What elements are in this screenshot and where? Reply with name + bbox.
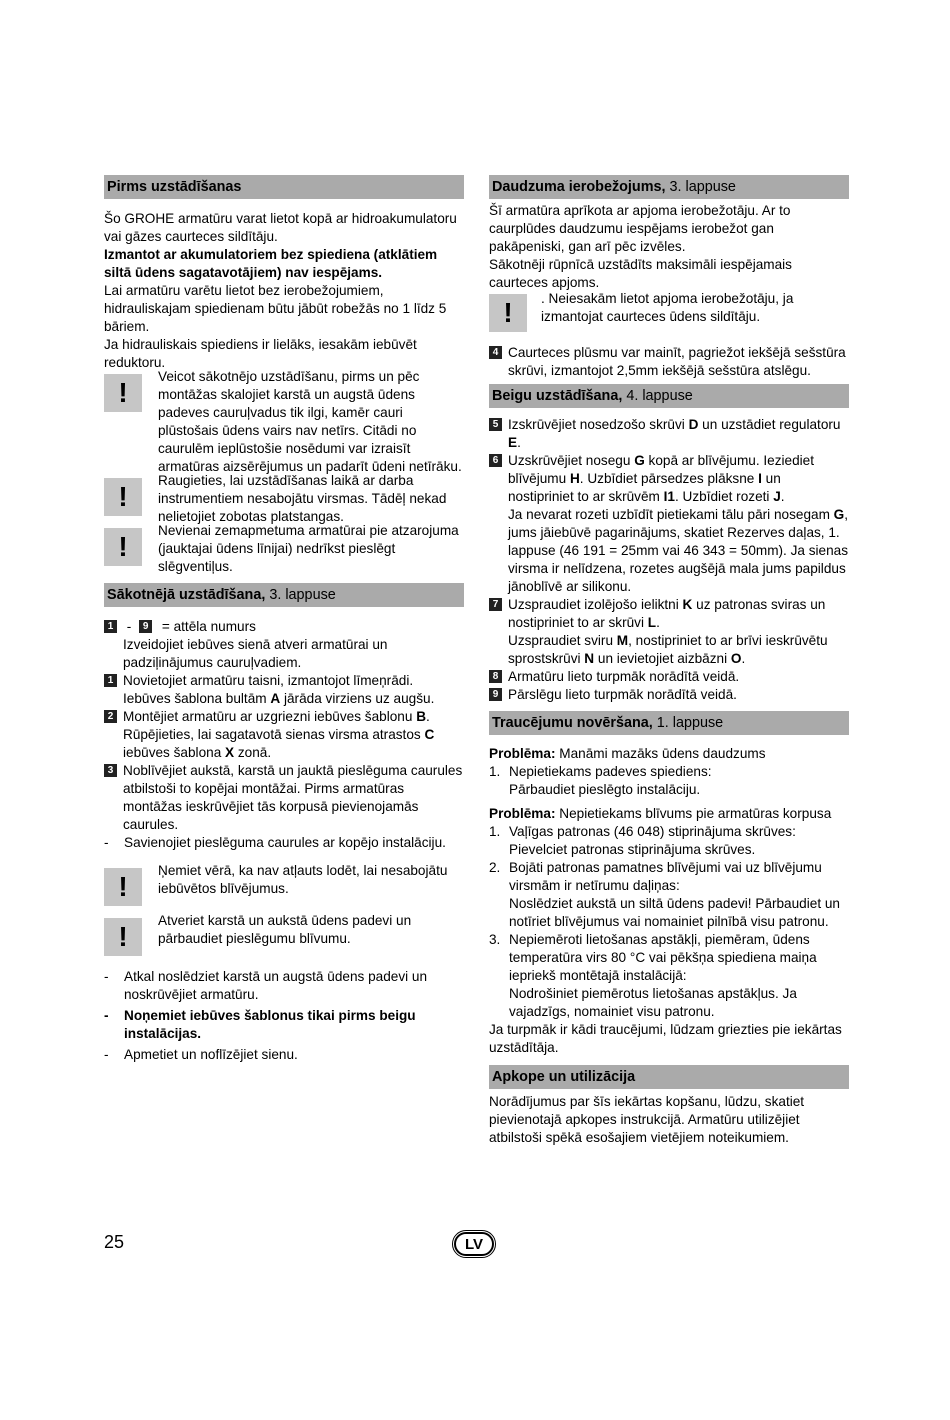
problem-2: Problēma: Nepietiekams blīvums pie armatūras korpusa <box>489 806 832 821</box>
warning-block <box>104 473 464 526</box>
dash-item: - Savienojiet pieslēguma caurules ar kopējo instalāciju. <box>104 835 446 850</box>
warning-text: Nevienai zemapmetuma armatūrai pie atzarojuma (jauktajai ūdens līnijai) nedrīkst pieslēgt slēgventiļus. <box>158 523 459 574</box>
step-number: 5 <box>489 418 502 431</box>
step-2: 2 Montējiet armatūru ar uzgriezni iebūves šablonu B. Rūpējieties, lai sagatavotā sienas virsma atrastos C iebūves šablona X zonā. <box>104 708 464 762</box>
step-number: 3 <box>104 764 117 777</box>
warning-icon: ! <box>104 528 142 566</box>
warning-block <box>489 292 849 332</box>
language-badge: LV <box>454 1232 494 1256</box>
warning-icon: ! <box>104 868 142 906</box>
figure-range: 1 - 9 = attēla numurs <box>104 618 464 636</box>
step-8: 8 Armatūru lieto turpmāk norādītā veidā. <box>489 668 849 686</box>
intro-text: Izveidojiet iebūves sienā atveri armatūrai un padziļinājumus cauruļvadiem. <box>123 637 388 670</box>
dash-item: - Atkal noslēdziet karstā un augstā ūdens padevi un noskrūvējiet armatūru. <box>104 969 428 1002</box>
list-item: 3. Nepiemēroti lietošanas apstākļi, piemēram, ūdens temperatūra virs 80 °C vai pēkšņa spiediena maiņa iepriekš montētajā instalācijā: Nodrošiniet piemērotus lietošanas apstākļus. Ja vajadzīgs, nomainiet visu patronu. <box>489 932 817 1019</box>
warning-block <box>104 863 464 906</box>
section-header-troubleshooting: Traucējumu novēršana, 1. lappuse <box>489 711 849 735</box>
warning-text: Atveriet karstā un aukstā ūdens padevi un pārbaudiet pieslēgumu blīvumu. <box>158 913 412 946</box>
page-number: 25 <box>104 1232 125 1252</box>
warning-text: Ņemiet vērā, ka nav atļauts lodēt, lai nesabojātu iebūvētos blīvējumus. <box>158 863 448 896</box>
paragraph: Lai armatūru varētu lietot bez ierobežojumiem, hidrauliskajam spiedienam būtu jābūt robežās no 1 līdz 5 bāriem. <box>104 283 447 334</box>
warning-text: . Neiesakām lietot apjoma ierobežotāju, ja izmantojat caurteces ūdens sildītāju. <box>541 291 794 324</box>
step-7: 7 Uzspraudiet izolējošo ieliktni K uz patronas sviras un nostipriniet to ar skrūvi L. Uzspraudiet sviru M, nostipriniet to ar brīvi ieskrūvētu sprostskrūvi N un ievietojiet aizbāzni O. <box>489 596 849 668</box>
paragraph: Norādījumus par šīs iekārtas kopšanu, lūdzu, skatiet pievienotajā apkopes instrukcijā. Armatūru utilizējiet atbilstoši spēkā esošajiem vietējiem noteikumiem. <box>489 1094 805 1145</box>
warning-icon: ! <box>104 374 142 412</box>
list-item: 2. Bojāti patronas pamatnes blīvējumi vai uz blīvējumu virsmām ir netīrumu daļiņas: Noslēdziet aukstā un siltā ūdens padevi! Pārbaudiet un notīriet blīvējumus vai nomainiet pilnībā visu patronu. <box>489 860 840 929</box>
warning-icon: ! <box>489 294 527 332</box>
paragraph: Šī armatūra aprīkota ar apjoma ierobežotāju. Ar to caurplūdes daudzumu iespējams ierobežot gan pakāpeniski, gan arī pēc izvēles. <box>489 203 791 254</box>
step-number: 9 <box>139 620 152 633</box>
section-header-final-install: Beigu uzstādīšana, 4. lappuse <box>489 384 849 408</box>
step-3: 3 Noblīvējiet aukstā, karstā un jauktā pieslēguma caurules atbilstoši to kopējai montāžai. Pirms armatūras montāžas ieskrūvējiet tās korpusā pievienojamās caurules. <box>104 762 464 834</box>
step-6: 6 Uzskrūvējiet nosegu G kopā ar blīvējumu. Ieziediet blīvējumu H. Uzbīdiet pārsedzes plāksne I un nostipriniet to ar skrūvēm I1. Uzbīdiet rozeti J. Ja nevarat rozeti uzbīdīt pietiekami tālu pāri nosegam G, jums jāiebūvē pagarinājums, skatiet Rezerves daļas, 1. lappuse (46 191 = 25mm vai 46 343 = 50mm). Ja sienas virsma ir nelīdzena, rozetes augšējā mala jums papildus jānoblīvē ar silikonu. <box>489 452 849 596</box>
paragraph: Ja turpmāk ir kādi traucējumi, lūdzam griezties pie iekārtas uzstādītāja. <box>489 1022 842 1055</box>
paragraph-bold: Izmantot ar akumulatoriem bez spiediena (atklātiem siltā ūdens sagatavotājiem) nav iespējams. <box>104 247 438 280</box>
left-column <box>104 175 464 1064</box>
step-number: 1 <box>104 674 117 687</box>
step-number: 8 <box>489 670 502 683</box>
section-header-before-install: Pirms uzstādīšanas <box>104 175 464 199</box>
problem-1: Problēma: Manāmi mazāks ūdens daudzums <box>489 746 766 761</box>
warning-icon: ! <box>104 918 142 956</box>
paragraph: Šo GROHE armatūru varat lietot kopā ar hidroakumulatoru vai gāzes caurteces sildītāju. <box>104 211 457 244</box>
step-4: 4 Caurteces plūsmu var mainīt, pagriežot iekšējā sešstūra skrūvi, izmantojot 2,5mm iekšējā sešstūra atslēgu. <box>489 344 849 380</box>
warning-text: Veicot sākotnējo uzstādīšanu, pirms un pēc montāžas skalojiet karstā un augstā ūdens padeves cauruļvadus tik ilgi, kamēr cauri plūstošais ūdens vairs nav netīrs. Citādi no caurulēm ieplūstošie nosēdumi var izraisīt armatūras aizsērējumus un padarīt ūdeni netīrāku. <box>158 369 462 474</box>
warning-icon: ! <box>104 478 142 516</box>
step-5: 5 Izskrūvējiet nosedzošo skrūvi D un uzstādiet regulatoru E. <box>489 416 849 452</box>
step-1: 1 Novietojiet armatūru taisni, izmantojot līmeņrādi. Iebūves šablona bultām A jārāda virziens uz augšu. <box>104 672 464 708</box>
dash-item-bold: - Noņemiet iebūves šablonus tikai pirms beigu instalācijas. <box>104 1008 416 1041</box>
step-number: 1 <box>104 620 117 633</box>
step-number: 7 <box>489 598 502 611</box>
warning-block <box>104 369 464 476</box>
right-column <box>489 175 849 1147</box>
section-header-initial-install: Sākotnējā uzstādīšana, 3. lappuse <box>104 583 464 607</box>
step-number: 9 <box>489 688 502 701</box>
section-header-flow-limit: Daudzuma ierobežojums, 3. lappuse <box>489 175 849 199</box>
warning-block <box>104 913 464 956</box>
list-item: 1. Nepietiekams padeves spiediens: Pārbaudiet pieslēgto instalāciju. <box>489 764 712 797</box>
warning-text: Raugieties, lai uzstādīšanas laikā ar darba instrumentiem nesabojātu virsmas. Tādēļ nekad nelietojiet zobotas platstangas. <box>158 473 447 524</box>
step-9: 9 Pārslēgu lieto turpmāk norādītā veidā. <box>489 686 849 704</box>
dash-item: - Apmetiet un noflīzējiet sienu. <box>104 1047 298 1062</box>
section-header-care: Apkope un utilizācija <box>489 1065 849 1089</box>
warning-block <box>104 523 464 576</box>
list-item: 1. Vaļīgas patronas (46 048) stiprinājuma skrūves: Pievelciet patronas stiprinājuma skrūves. <box>489 824 796 857</box>
step-number: 6 <box>489 454 502 467</box>
step-number: 2 <box>104 710 117 723</box>
paragraph: Ja hidrauliskais spiediens ir lielāks, iesakām iebūvēt reduktoru. <box>104 337 417 370</box>
paragraph: Sākotnēji rūpnīcā uzstādīts maksimāli iespējamais caurteces apjoms. <box>489 257 792 290</box>
step-number: 4 <box>489 346 502 359</box>
